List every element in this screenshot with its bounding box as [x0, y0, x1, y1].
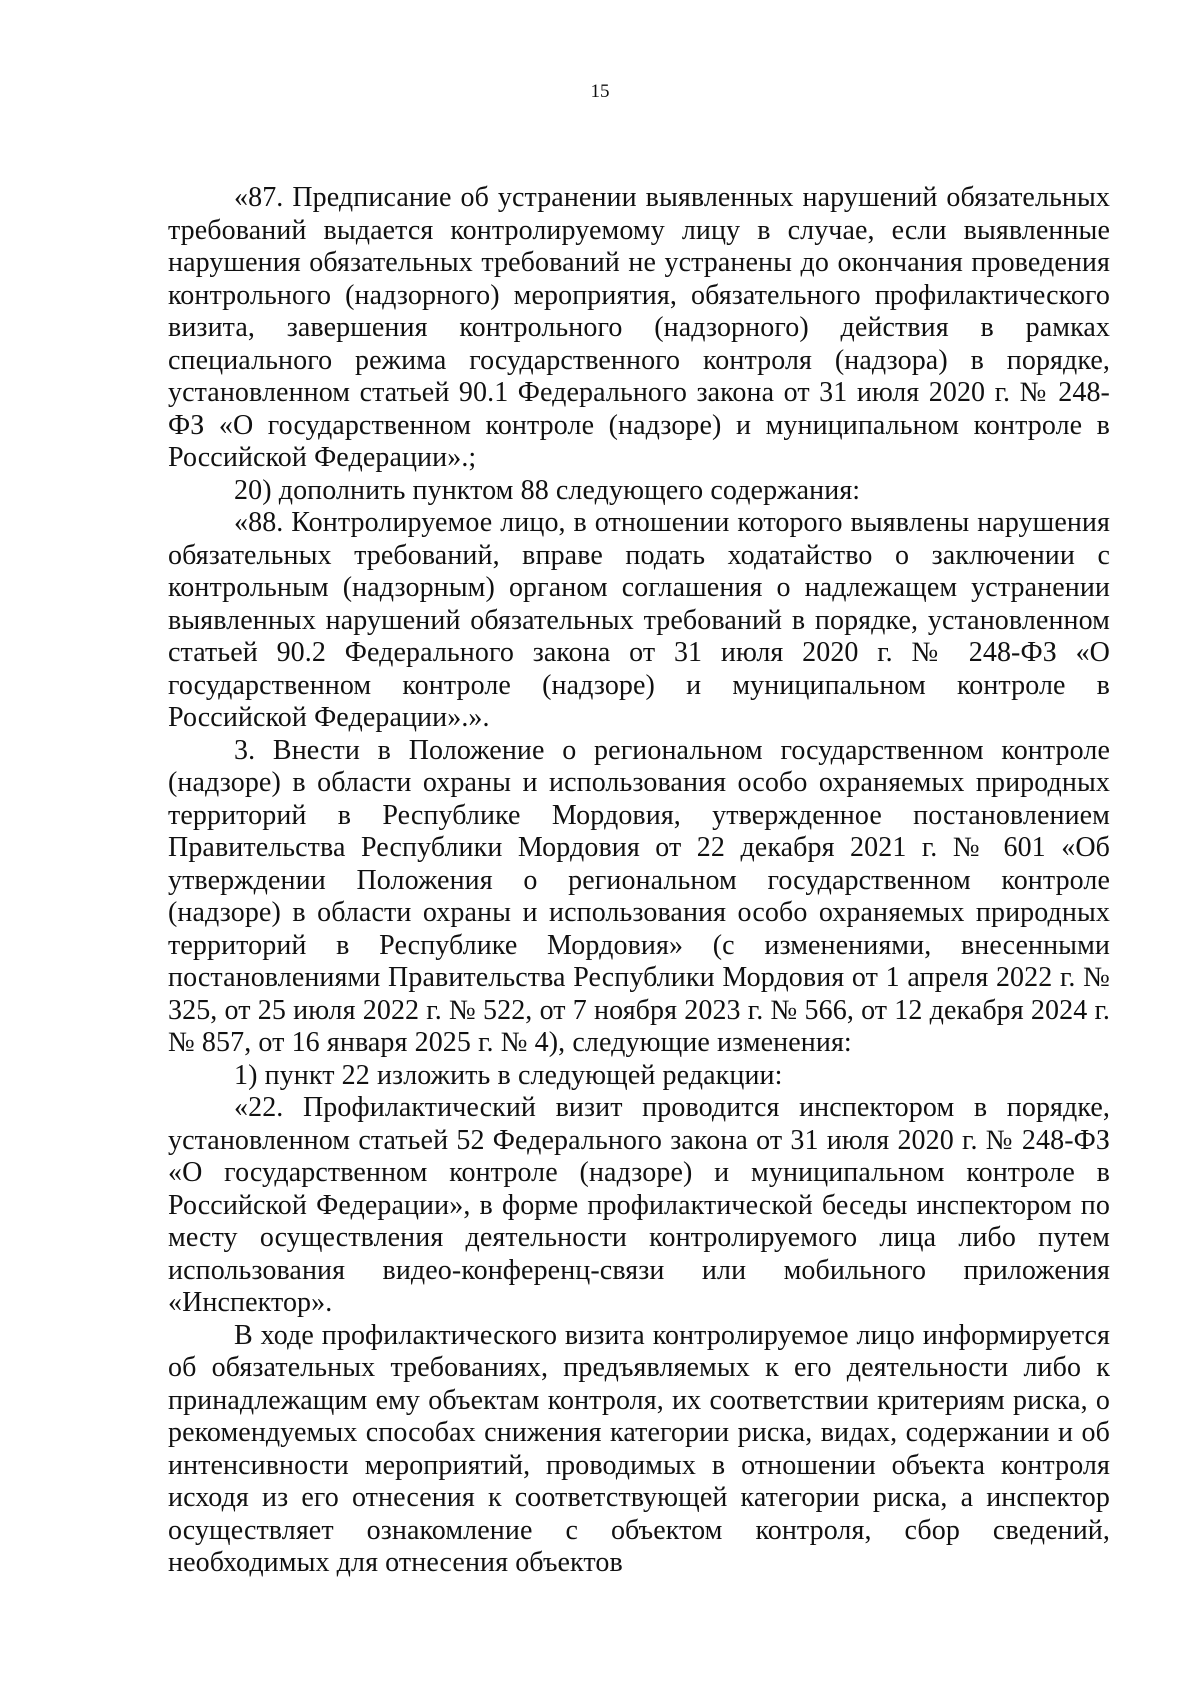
paragraph-amendment-1: 1) пункт 22 изложить в следующей редакции:: [234, 1059, 783, 1091]
paragraph-section-3: 3. Внести в Положение о региональном государственном контроле (надзоре) в области охраны и использования особо охраняемых природных территорий в Республике Мордовия, утвержденное постановлением Правительства Республики Мордовия от 22 декабря 2021 г. № 601 «Об утверждении Положения о региональном государственном контроле (надзоре) в области охраны и использования особо охраняемых природных территорий в Республике Мордовия» (с изменениями, внесенными постановлениями Правительства Республики Мордовия от 1 апреля 2022 г. № 325, от 25 июля 2022 г. № 522, от 7 ноября 2023 г. № 566, от 12 декабря 2024 г. № 857, от 16 января 2025 г. № 4), следующие изменения:: [168, 734, 1110, 1058]
page-number: 15: [590, 81, 610, 102]
paragraph-87: «87. Предписание об устранении выявленных нарушений обязательных требований выдается контролируемому лицу в случае, если выявленные нарушения обязательных требований не устранены до окончания проведения контрольного (надзорного) мероприятия, обязательного профилактического визита, завершения контрольного (надзорного) действия в рамках специального режима государственного контроля (надзора) в порядке, установленном статьей 90.1 Федерального закона от 31 июля 2020 г. № 248-ФЗ «О государственном контроле (надзоре) и муниципальном контроле в Российской Федерации».;: [168, 182, 1110, 473]
paragraph-visit-details: В ходе профилактического визита контролируемое лицо информируется об обязательных требованиях, предъявляемых к его деятельности либо к принадлежащим ему объектам контроля, их соответствии критериям риска, о рекомендуемых способах снижения категории риска, видах, содержании и об интенсивности мероприятий, проводимых в отношении объекта контроля исходя из его отнесения к соответствующей категории риска, а инспектор осуществляет ознакомление с объектом контроля, сбор сведений, необходимых для отнесения объектов: [168, 1319, 1110, 1578]
document-body: [168, 182, 1110, 1580]
paragraph-amendment-20: 20) дополнить пунктом 88 следующего содержания:: [234, 474, 861, 506]
paragraph-88: «88. Контролируемое лицо, в отношении которого выявлены нарушения обязательных требований, вправе подать ходатайство о заключении с контрольным (надзорным) органом соглашения о надлежащем устранении выявленных нарушений обязательных требований в порядке, установленном статьей 90.2 Федерального закона от 31 июля 2020 г. № 248-ФЗ «О государственном контроле (надзоре) и муниципальном контроле в Российской Федерации».».: [168, 507, 1110, 733]
paragraph-22: «22. Профилактический визит проводится инспектором в порядке, установленном статьей 52 Федерального закона от 31 июля 2020 г. № 248-ФЗ «О государственном контроле (надзоре) и муниципальном контроле в Российской Федерации», в форме профилактической беседы инспектором по месту осуществления деятельности контролируемого лица либо путем использования видео-конференц-связи или мобильного приложения «Инспектор».: [168, 1092, 1110, 1318]
